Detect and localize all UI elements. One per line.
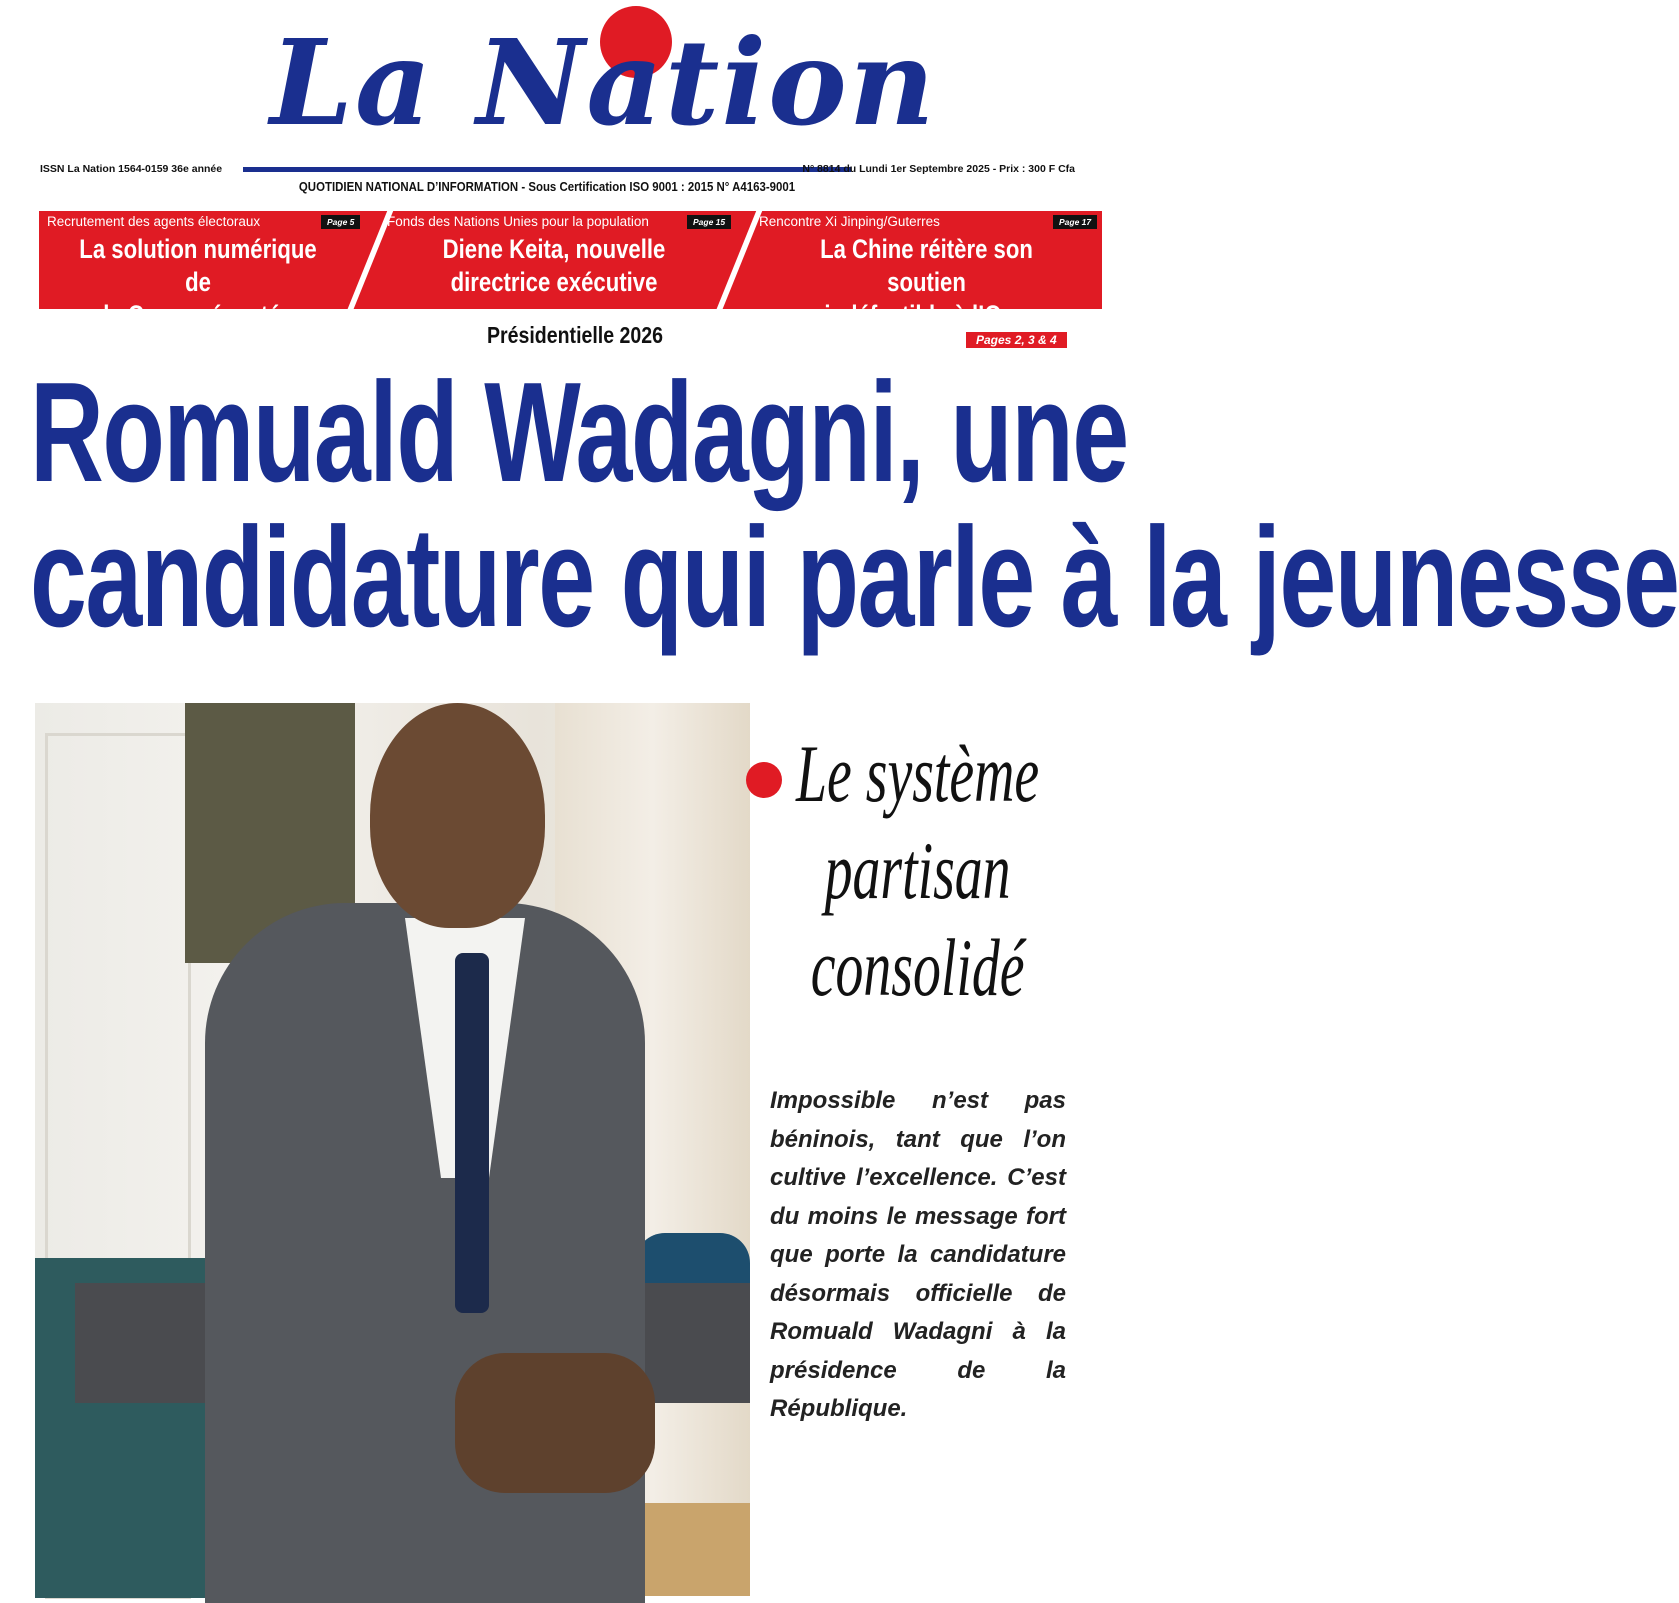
- subheadline-line: partisan: [824, 825, 1011, 916]
- teaser-headline-line: La Chine réitère son soutien: [820, 234, 1033, 297]
- photo-tie: [455, 953, 489, 1313]
- teaser-headline-line: directrice exécutive: [450, 267, 658, 297]
- masthead-rule: [243, 167, 851, 172]
- teaser-kicker: Fonds des Nations Unies pour la population: [387, 214, 649, 229]
- teaser-3[interactable]: [751, 211, 1102, 330]
- subheadline: [785, 725, 1040, 1016]
- main-headline: [30, 353, 1679, 657]
- masthead-logo: La Nation: [270, 13, 937, 152]
- teaser-headline: [783, 233, 1071, 332]
- photo-hands: [455, 1353, 655, 1493]
- issue-line: N° 8814 du Lundi 1er Septembre 2025 - Prix : 300 F Cfa: [802, 163, 1075, 175]
- masthead-tagline: QUOTIDIEN NATIONAL D’INFORMATION - Sous Certification ISO 9001 : 2015 N° A4163-9001: [298, 179, 796, 194]
- cover-photo: [35, 703, 750, 1596]
- teaser-kicker: Recrutement des agents électoraux: [47, 214, 261, 229]
- teaser-2[interactable]: [379, 211, 729, 309]
- teaser-headline: [68, 233, 329, 332]
- photo-cane-chair: [635, 1503, 750, 1596]
- bullet-icon: [746, 762, 782, 798]
- teaser-banner: [39, 211, 1102, 330]
- issn-line: ISSN La Nation 1564-0159 36e année: [40, 163, 223, 175]
- lede-paragraph: Impossible n’est pas béninois, tant que l’on cultive l’excellence. C’est du moins le message fort que porte la candidature désormais officielle de Romuald Wadagni à la présidence de la République.: [770, 1087, 1066, 1422]
- subheadline-line: consolidé: [810, 922, 1025, 1013]
- main-headline-line: candidature qui parle à la jeunesse: [30, 498, 1679, 657]
- teaser-page-tag: Page 5: [321, 215, 360, 229]
- section-label: Présidentielle 2026: [486, 322, 664, 348]
- subheadline-line: Le système: [796, 728, 1040, 819]
- main-headline-line: Romuald Wadagni, une: [30, 353, 1128, 512]
- teaser-headline: [411, 233, 698, 299]
- pages-tag: Pages 2, 3 & 4: [966, 332, 1067, 348]
- teaser-kicker: Rencontre Xi Jinping/Guterres: [759, 214, 940, 229]
- teaser-page-tag: Page 15: [687, 215, 731, 229]
- teaser-headline-line: la Cena présentée: [103, 300, 293, 330]
- teaser-headline-line: indéfectible à l’Onu: [824, 300, 1029, 330]
- teaser-1[interactable]: [39, 211, 357, 330]
- teaser-page-tag: Page 17: [1053, 215, 1097, 229]
- photo-portrait-head: [370, 703, 545, 928]
- teaser-headline-line: La solution numérique de: [79, 234, 317, 297]
- teaser-headline-line: Diene Keita, nouvelle: [442, 234, 666, 264]
